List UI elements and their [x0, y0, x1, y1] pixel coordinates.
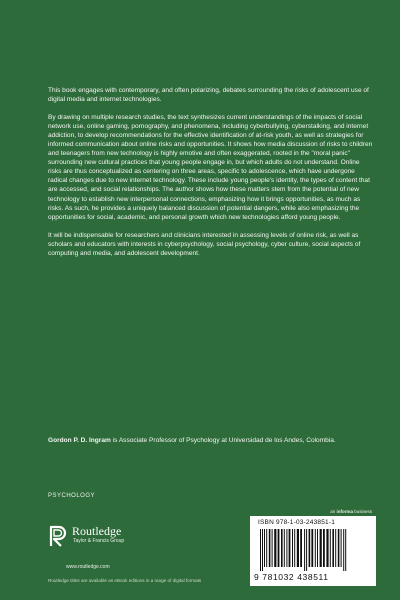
- barcode-bar: [338, 529, 340, 567]
- barcode-bar: [306, 529, 307, 571]
- author-name: Gordon P. D. Ingram: [48, 437, 111, 444]
- barcode-bar: [345, 529, 346, 571]
- barcode-image: [258, 529, 368, 571]
- subject-category: PSYCHOLOGY: [48, 493, 96, 499]
- barcode-bar: [335, 529, 336, 567]
- isbn-barcode-box: [250, 516, 376, 586]
- barcode-bar: [266, 529, 267, 567]
- barcode-bar: [260, 529, 261, 571]
- barcode-bar: [272, 529, 273, 567]
- informa-prefix: an: [330, 509, 337, 514]
- publisher-name: Routledge: [72, 524, 122, 538]
- barcode-bar: [300, 529, 302, 567]
- publisher-url: www.routledge.com: [66, 564, 110, 570]
- routledge-r-icon: [48, 524, 68, 548]
- barcode-bar: [343, 529, 344, 571]
- barcode-bar: [332, 529, 334, 567]
- informa-brand: informa: [336, 509, 353, 514]
- ebook-availability-note: Routledge titles are available as eBook editions in a range of digital formats: [48, 578, 202, 583]
- barcode-bar: [292, 529, 293, 567]
- barcode-bar: [330, 529, 331, 567]
- barcode-bar: [341, 529, 342, 567]
- barcode-bar: [274, 529, 276, 567]
- barcode-bar: [269, 529, 271, 567]
- informa-suffix: business: [352, 509, 372, 514]
- barcode-bar: [304, 529, 305, 571]
- barcode-bar: [281, 529, 283, 567]
- barcode-bar: [284, 529, 285, 567]
- barcode-bar: [309, 529, 311, 567]
- author-bio-text: is Associate Professor of Psychology at Universidad de los Andes, Colombia.: [110, 437, 336, 444]
- barcode-bar: [315, 529, 316, 567]
- barcode-bar: [326, 529, 328, 567]
- barcode-bar: [323, 529, 325, 567]
- barcode-bar: [317, 529, 318, 567]
- back-cover-description: [48, 86, 374, 267]
- publisher-group: Taylor & Francis Group: [73, 538, 125, 544]
- isbn-label: ISBN 978-1-03-243851-1: [258, 519, 336, 526]
- barcode-bar: [289, 529, 291, 567]
- informa-business-tag: [330, 509, 372, 514]
- barcode-bar: [286, 529, 287, 567]
- barcode-digits: 9 781032 438511: [254, 572, 329, 582]
- barcode-bar: [262, 529, 263, 571]
- description-paragraph-3: It will be indispensable for researchers and clinicians interested in assessing levels of online risk, as well as scholars and educators with interests in cyberpsychology, social psychology, cyber culture, social aspects of computing and media, and adolescent development.: [48, 231, 361, 257]
- barcode-bar: [264, 529, 265, 567]
- barcode-bar: [311, 529, 313, 567]
- barcode-bar: [297, 529, 299, 567]
- barcode-bar: [294, 529, 295, 567]
- routledge-logo: [48, 523, 168, 551]
- description-paragraph-2: By drawing on multiple research studies, the text synthesizes current understandings of the impacts of social network use, online gaming, pornography, and phenomena, including cyberbullying, cyberstalking, and internet addiction, to develop recommendations for the effective identification of at-risk youth, as well as strategies for informed communication about online risks and opportunities. It shows how media discussion of risks to children and teenagers from new technology is highly emotive and often exaggerated, rooted in the "moral panic" surrounding new cultural practices that young people engage in, but which adults do not understand. Online risks are thus conceptualized as centering on three areas, specific to adolescence, which have undergone radical changes due to new internet technology. These include young people's identity, the types of content that are accessed, and social relationships. The author shows how these matters stem from the potential of new technology to establish new interpersonal connections, emphasizing how it brings opportunities, as much as risks. As such, he provides a uniquely balanced discussion of potential dangers, while also emphasizing the opportunities for social, academic, and personal growth which new technologies afford young people.: [48, 114, 373, 221]
- barcode-bar: [320, 529, 322, 567]
- description-paragraph-1: This book engages with contemporary, and often polarizing, debates surrounding the risks of adolescent use of digital media and internet technologies.: [48, 87, 369, 104]
- barcode-bar: [278, 529, 280, 567]
- author-bio: [48, 436, 374, 445]
